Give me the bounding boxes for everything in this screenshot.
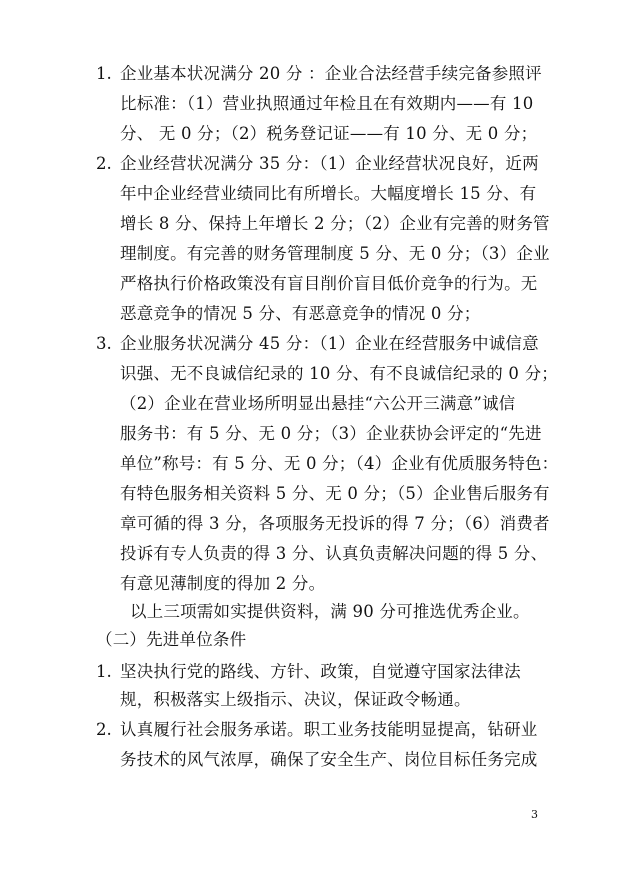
text-line: 服务书：有 5 分、无 0 分；（3）企业获协会评定的“先进 xyxy=(120,424,542,443)
text-line: 有意见薄制度的得加 2 分。 xyxy=(120,574,326,593)
condition-number: 2. xyxy=(96,720,112,739)
text-line: 投诉有专人负责的得 3 分、认真负责解决问题的得 5 分、 xyxy=(120,544,548,563)
text-line: 有特色服务相关资料 5 分、无 0 分；（5）企业售后服务有 xyxy=(120,484,550,503)
text-line: 企业服务状况满分 45 分：（1）企业在经营服务中诚信意 xyxy=(120,334,539,353)
text-line: 章可循的得 3 分，各项服务无投诉的得 7 分；（6）消费者 xyxy=(120,514,550,533)
text-line: 单位”称号：有 5 分、无 0 分；（4）企业有优质服务特色： xyxy=(120,454,559,473)
text-line: 企业基本状况满分 20 分 ：企业合法经营手续完备参照评 xyxy=(120,64,542,83)
text-line: 分、 无 0 分；（2）税务登记证——有 10 分、无 0 分； xyxy=(120,124,538,143)
text-line: 比标准：（1）营业执照通过年检且在有效期内——有 10 xyxy=(120,94,534,113)
text-line: 理制度。有完善的财务管理制度 5 分、无 0 分；（3）企业 xyxy=(120,244,550,263)
text-line: 务技术的风气浓厚，确保了安全生产、岗位目标任务完成 xyxy=(120,750,538,769)
text-line: 恶意竞争的情况 5 分、有恶意竞争的情况 0 分； xyxy=(120,304,481,323)
text-line: 严格执行价格政策没有盲目削价盲目低价竞争的行为。无 xyxy=(120,274,538,293)
text-line: 认真履行社会服务承诺。职工业务技能明显提高，钻研业 xyxy=(120,720,538,739)
page-number: 3 xyxy=(531,808,538,821)
text-line: （2）企业在营业场所明显出悬挂“六公开三满意”诚信 xyxy=(120,394,516,413)
summary-paragraph: 以上三项需如实提供资料，满 90 分可推选优秀企业。 xyxy=(130,602,530,621)
text-line: 规，积极落实上级指示、决议，保证政令畅通。 xyxy=(120,690,471,709)
text-line: 增长 8 分、保持上年增长 2 分；（2）企业有完善的财务管 xyxy=(120,214,550,233)
text-line: 企业经营状况满分 35 分：（1）企业经营状况良好，近两 xyxy=(120,154,539,173)
item-number: 3. xyxy=(96,334,112,353)
condition-number: 1. xyxy=(96,662,112,681)
item-number: 1. xyxy=(96,64,112,83)
text-line: 年中企业经营业绩同比有所增长。大幅度增长 15 分、有 xyxy=(120,184,537,203)
text-line: 识强、无不良诚信纪录的 10 分、有不良诚信纪录的 0 分； xyxy=(120,364,558,383)
item-number: 2. xyxy=(96,154,112,173)
section-heading: （二）先进单位条件 xyxy=(96,630,247,649)
text-line: 坚决执行党的路线、方针、政策，自觉遵守国家法律法 xyxy=(120,662,521,681)
